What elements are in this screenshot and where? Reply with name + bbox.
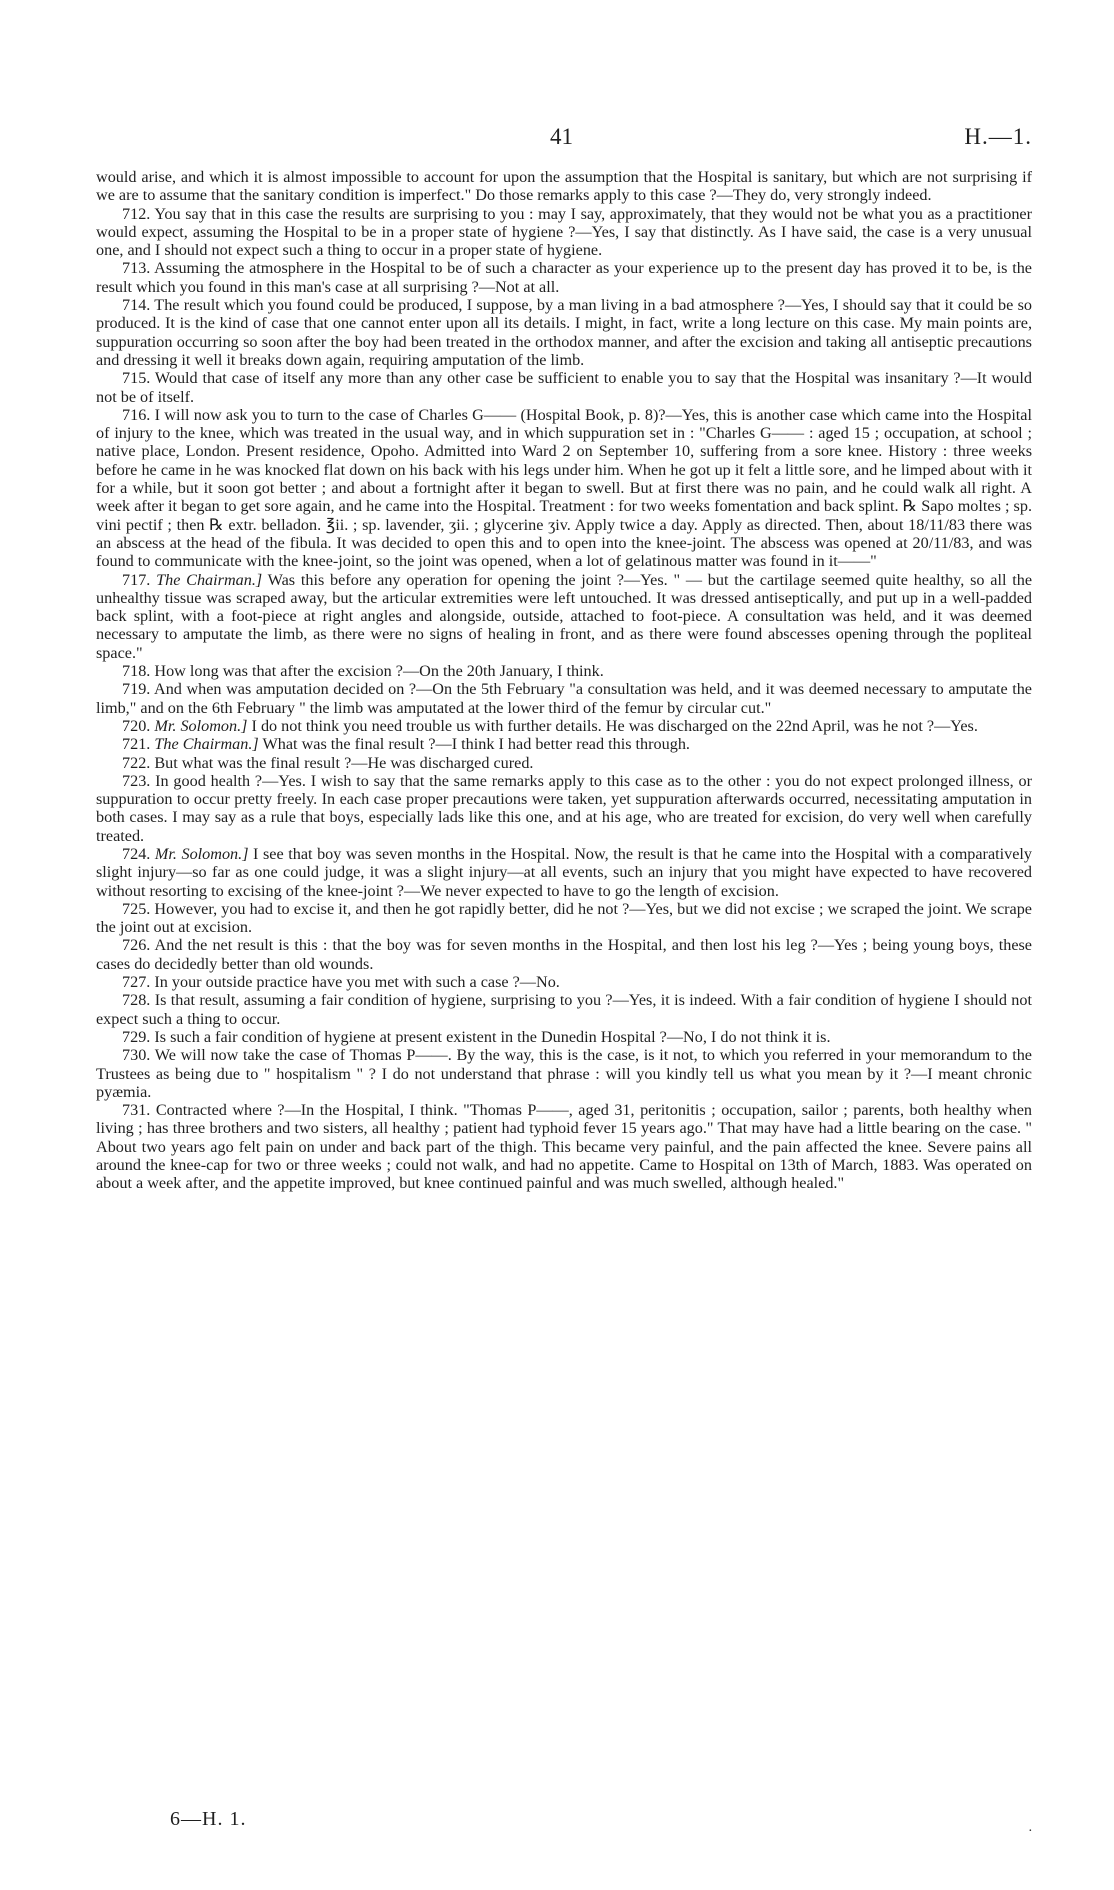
speaker-label: The Chairman.] (154, 735, 259, 754)
paragraph-continued: would arise, and which it is almost impossible to account for upon the assumption that the Hospital is sanitary, but which are not surprising if we are to assume that the sanitary condition is imperfect." Do those remarks apply to this case ?—They do, very strongly indeed. (96, 168, 1032, 205)
printer-dot: · (1028, 1824, 1033, 1839)
paragraph-number: 721. (122, 735, 155, 754)
paragraph-714: 714. The result which you found could be produced, I suppose, by a man living in a bad atmosphere ?—Yes, I should say that it could be so produced. It is the kind of case that one cannot enter upon all its details. I might, in fact, write a long lecture on this case. My main points are, suppuration occurring so soon after the boy had been treated in the orthodox manner, and after the excision and taking all antiseptic precautions and dressing it well it breaks down again, requiring amputation of the limb. (96, 296, 1032, 369)
paragraph-body: What was the final result ?—I think I had better read this through. (258, 735, 690, 754)
paragraph-719: 719. And when was amputation decided on ?—On the 5th February "a consultation was held, and it was deemed necessary to amputate the limb," and on the 6th February " the limb was amputated at the lower third of the femur by circular cut." (96, 680, 1032, 717)
paragraph-716: 716. I will now ask you to turn to the case of Charles G—— (Hospital Book, p. 8)?—Yes, this is another case which came into the Hospital of injury to the knee, which was treated in the usual way, and in which suppuration set in : "Charles G—— : aged 15 ; occupation, at school ; native place, London. Present residence, Opoho. Admitted into Ward 2 on September 10, suffering from a sore knee. History : three weeks before he came in he was knocked flat down on his back with his legs under him. When he got up it felt a little sore, and he limped about with it for a while, but it soon got better ; and about a fortnight after it began to swell. But at first there was no pain, and he could walk all right. A week after it began to get sore again, and he came into the Hospital. Treatment : for two weeks fomentation and back splint. ℞ Sapo moltes ; sp. vini pectif ; then ℞ extr. belladon. ℥ii. ; sp. lavender, ʒii. ; glycerine ʒiv. Apply twice a day. Apply as directed. Then, about 18/11/83 there was an abscess at the head of the fibula. It was decided to open this and to open into the knee-joint. The abscess was opened at 20/11/83, and was found to communicate with the knee-joint, so the joint was opened, when a lot of gelatinous matter was found in it——" (96, 405, 1032, 571)
paragraph-730: 730. We will now take the case of Thomas P——. By the way, this is the case, is it not, to which you referred in your memorandum to the Trustees as being due to " hospitalism " ? I do not understand that phrase : will you kindly tell us what you mean by it ?—I meant chronic pyæmia. (96, 1046, 1032, 1101)
paragraph-713: 713. Assuming the atmosphere in the Hospital to be of such a character as your experience up to the present day has proved it to be, is the result which you found in this man's case at all surprising ?—Not at all. (96, 259, 1032, 296)
paragraph-number: 717. (122, 570, 157, 589)
paragraph-body: I see that boy was seven months in the Hospital. Now, the result is that he came into the Hospital with a comparatively slight injury—so far as one could judge, it was a slight injury—at all events, such an injury that you might have expected to have recovered without resorting to excising of the knee-joint ?—We never expected to have to go the length of excision. (96, 844, 1033, 900)
signature-mark: 6—H. 1. (170, 1808, 247, 1830)
evidence-text (96, 168, 1032, 1193)
paragraph-body: I do not think you need trouble us with further details. He was discharged on the 22nd April, was he not ?—Yes. (247, 716, 978, 735)
running-head (96, 118, 1032, 162)
paragraph-720 (96, 717, 1032, 735)
paragraph-727: 727. In your outside practice have you met with such a case ?—No. (122, 973, 560, 992)
paragraph-729: 729. Is such a fair condition of hygiene at present existent in the Dunedin Hospital ?—No, I do not think it is. (122, 1027, 831, 1046)
paragraph-725: 725. However, you had to excise it, and then he got rapidly better, did he not ?—Yes, but we did not excise ; we scraped the joint. We scrape the joint out at excision. (96, 899, 1032, 937)
speaker-label: Mr. Solomon.] (154, 716, 248, 735)
paragraph-number: 720. (122, 716, 155, 735)
paragraph-718: 718. How long was that after the excision ?—On the 20th January, I think. (122, 662, 604, 681)
paragraph-721 (96, 735, 1032, 753)
paragraph-723: 723. In good health ?—Yes. I wish to say that the same remarks apply to this case as to the other : you do not expect prolonged illness, or suppuration to occur pretty freely. In each case proper precautions were taken, yet suppuration afterwards occurred, necessitating amputation in both cases. I may say as a rule that boys, especially lads like this one, and at his age, who are treated for excision, do very well when carefully treated. (96, 771, 1032, 845)
document-reference: H.—1. (964, 124, 1032, 149)
page-number: 41 (550, 124, 573, 149)
paragraph-722: 722. But what was the final result ?—He was discharged cured. (122, 753, 534, 772)
paragraph-number: 724. (122, 844, 155, 863)
paragraph-726: 726. And the net result is this : that the boy was for seven months in the Hospital, and then lost his leg ?—Yes ; being young boys, these cases do decidedly better than old wounds. (96, 936, 1032, 973)
paragraph-body: Was this before any operation for opening the joint ?—Yes. " — but the cartilage seemed quite healthy, so all the unhealthy tissue was scraped away, but the articular extremities were left untouched. It was dressed antiseptically, and put up in a well-padded back splint, with a foot-piece at right angles and alongside, outside, attached to foot-piece. A consultation was held, and it was deemed necessary to amputate the limb, as there were no signs of healing in front, and as there were found abscesses opening through the popliteal space." (96, 570, 1033, 662)
paragraph-715: 715. Would that case of itself any more than any other case be sufficient to enable you to say that the Hospital was insanitary ?—It would not be of itself. (96, 369, 1032, 406)
paragraph-717 (96, 571, 1032, 662)
speaker-label: The Chairman.] (156, 570, 263, 589)
paragraph-724 (96, 845, 1032, 900)
speaker-label: Mr. Solomon.] (154, 844, 249, 863)
paragraph-728: 728. Is that result, assuming a fair condition of hygiene, surprising to you ?—Yes, it is indeed. With a fair condition of hygiene I should not expect such a thing to occur. (96, 991, 1032, 1028)
document-page (96, 118, 1032, 1858)
paragraph-712: 712. You say that in this case the results are surprising to you : may I say, approximately, that they would not be what you as a practitioner would expect, assuming the Hospital to be in a proper state of hygiene ?—Yes, I say that distinctly. As I have said, the case is a very unusual one, and I should not expect such a thing to occur in a proper state of hygiene. (96, 204, 1032, 260)
paragraph-731: 731. Contracted where ?—In the Hospital, I think. "Thomas P——, aged 31, peritonitis ; occupation, sailor ; parents, both healthy when living ; has three brothers and two sisters, all healthy ; patient had typhoid fever 15 years ago." That may have had a little bearing on the case. " About two years ago felt pain on under and back part of the thigh. This became very painful, and the pain affected the knee. Severe pains all around the knee-cap for two or three weeks ; could not walk, and had no appetite. Came to Hospital on 13th of March, 1883. Was operated on about a week after, and the appetite improved, but knee continued painful and was much swelled, although healed." (96, 1101, 1032, 1193)
